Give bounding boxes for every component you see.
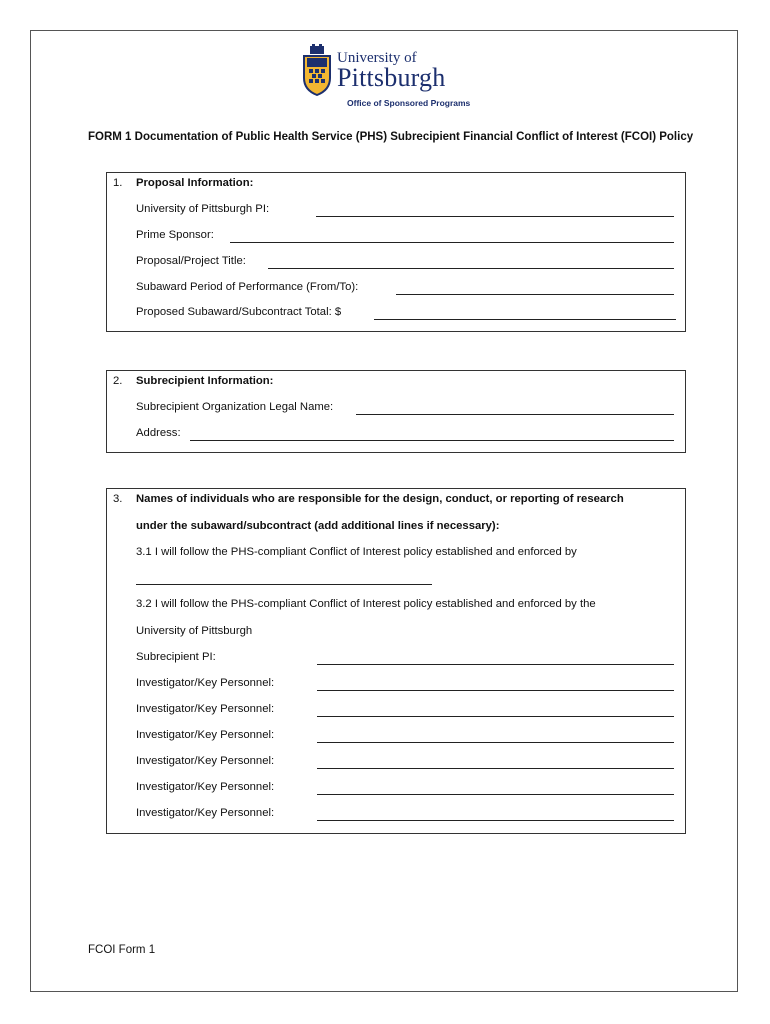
section2-heading: Subrecipient Information: (136, 375, 274, 387)
person-label-key-personnel-3: Investigator/Key Personnel: (136, 729, 275, 741)
person-input-key-personnel-5[interactable] (317, 794, 674, 795)
university-name-line1: University of (337, 50, 417, 66)
person-input-key-personnel-3[interactable] (317, 742, 674, 743)
person-input-key-personnel-4[interactable] (317, 768, 674, 769)
field-input-project-title[interactable] (268, 268, 674, 269)
person-label-key-personnel-1: Investigator/Key Personnel: (136, 677, 275, 689)
section2-number: 2. (113, 375, 123, 387)
field-input-pi[interactable] (316, 216, 674, 217)
person-label-subrecipient-pi: Subrecipient PI: (136, 651, 216, 663)
person-input-key-personnel-2[interactable] (317, 716, 674, 717)
field-label-total: Proposed Subaward/Subcontract Total: $ (136, 306, 342, 318)
section3-heading-line1: Names of individuals who are responsible for the design, conduct, or reporting of research (136, 493, 624, 505)
person-label-key-personnel-6: Investigator/Key Personnel: (136, 807, 275, 819)
field-input-legal-name[interactable] (356, 414, 674, 415)
field-label-address: Address: (136, 427, 181, 439)
person-label-key-personnel-4: Investigator/Key Personnel: (136, 755, 275, 767)
footer-form-id: FCOI Form 1 (88, 944, 156, 956)
section3-number: 3. (113, 493, 123, 505)
field-label-pi: University of Pittsburgh PI: (136, 203, 270, 215)
field-input-total[interactable] (374, 319, 676, 320)
person-input-subrecipient-pi[interactable] (317, 664, 674, 665)
field-label-project-title: Proposal/Project Title: (136, 255, 246, 267)
field-label-legal-name: Subrecipient Organization Legal Name: (136, 401, 334, 413)
section3-heading-line2: under the subaward/subcontract (add additional lines if necessary): (136, 520, 500, 532)
person-label-key-personnel-5: Investigator/Key Personnel: (136, 781, 275, 793)
person-label-key-personnel-2: Investigator/Key Personnel: (136, 703, 275, 715)
field-input-address[interactable] (190, 440, 674, 441)
form-title: FORM 1 Documentation of Public Health Service (PHS) Subrecipient Financial Conflict of Interest (FCOI) Policy (88, 131, 694, 143)
field-input-period[interactable] (396, 294, 674, 295)
section1-heading: Proposal Information: (136, 177, 254, 189)
option-3-1-text: 3.1 I will follow the PHS-compliant Conflict of Interest policy established and enforced by (136, 546, 577, 558)
person-input-key-personnel-6[interactable] (317, 820, 674, 821)
field-label-period: Subaward Period of Performance (From/To): (136, 281, 359, 293)
option-3-2-text-line2: University of Pittsburgh (136, 625, 253, 637)
option-3-1-policy-input[interactable] (136, 584, 432, 585)
university-name-line2: Pittsburgh (337, 63, 446, 92)
person-input-key-personnel-1[interactable] (317, 690, 674, 691)
university-shield-logo (302, 44, 332, 96)
office-name: Office of Sponsored Programs (347, 98, 471, 108)
option-3-2-text-line1: 3.2 I will follow the PHS-compliant Conflict of Interest policy established and enforced by the (136, 598, 596, 610)
field-input-prime-sponsor[interactable] (230, 242, 674, 243)
section1-number: 1. (113, 177, 123, 189)
field-label-prime-sponsor: Prime Sponsor: (136, 229, 214, 241)
